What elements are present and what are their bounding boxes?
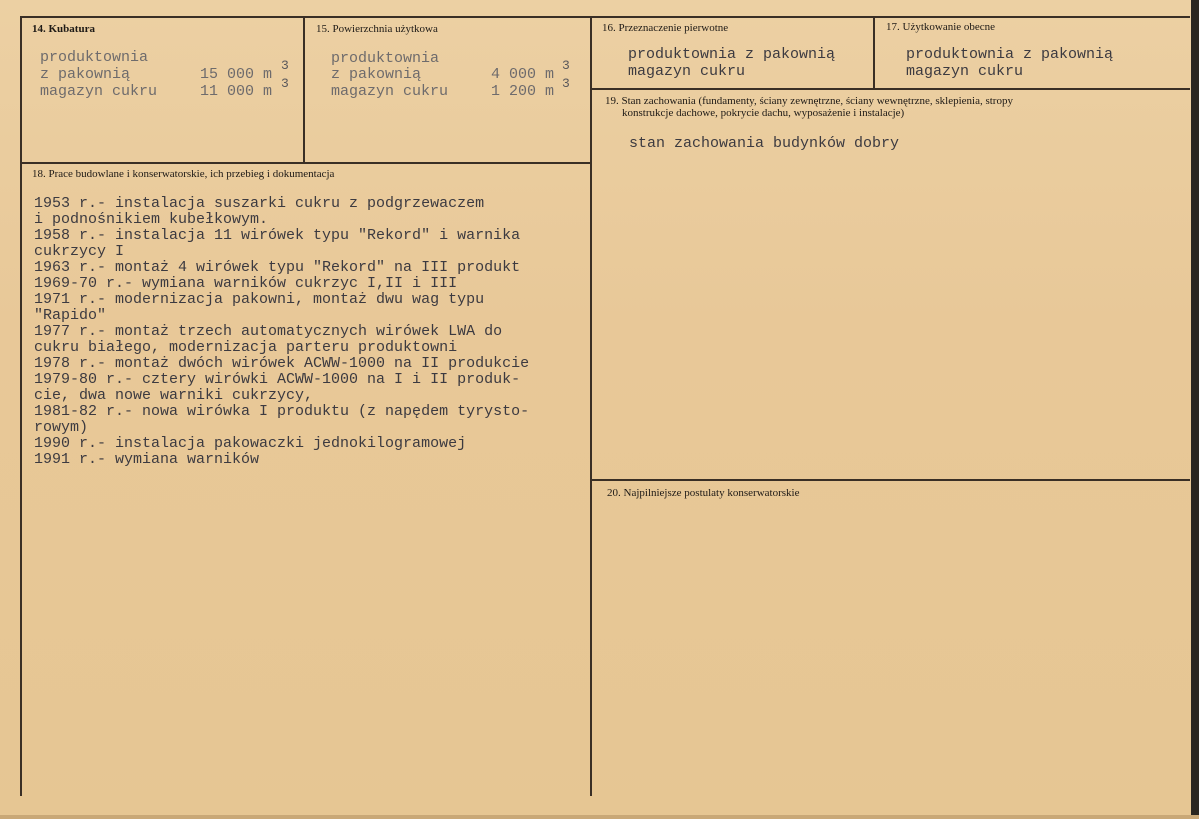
field-19-label-line-1: 19. Stan zachowania (fundamenty, ściany zewnętrzne, ściany wewnętrzne, sklepienia, stropy [605, 95, 1013, 107]
f18-line-14: 1981-82 r.- nowa wirówka I produktu (z napędem tyrysto- [34, 403, 530, 420]
f18-line-12: 1979-80 r.- cztery wirówki ACWW-1000 na I i II produk- [34, 371, 521, 388]
rule-v3 [873, 16, 875, 88]
f14-row-2-text: z pakownią [40, 66, 131, 83]
rule-left [20, 16, 22, 796]
card-bottom-edge [0, 815, 1199, 819]
f18-line-5: 1963 r.- montaż 4 wirówek typu "Rekord" na III produkt [34, 259, 521, 276]
f17-line-1: produktownia z pakownią [906, 46, 1114, 63]
f18-line-13: cie, dwa nowe warniki cukrzycy, [34, 387, 314, 404]
rule-v1 [303, 16, 305, 162]
f15-row-2-text: z pakownią [331, 66, 422, 83]
f15-exp-2: 3 [562, 76, 570, 91]
f14-exp-1: 3 [281, 58, 289, 73]
f18-line-15: rowym) [34, 419, 89, 436]
rule-h-right1 [590, 88, 1190, 90]
f15-row-2-value: 4 000 m [491, 66, 555, 83]
field-17-label: 17. Użytkowanie obecne [886, 21, 996, 33]
f18-line-10: cukru białego, modernizacja parteru produktowni [34, 339, 458, 356]
field-14-label: 14. Kubatura [32, 23, 95, 35]
rule-h-right2 [590, 479, 1190, 481]
f18-line-4: cukrzycy I [34, 243, 125, 260]
f18-line-3: 1958 r.- instalacja 11 wirówek typu "Rekord" i warnika [34, 227, 521, 244]
f17-line-2: magazyn cukru [906, 63, 1024, 80]
f18-line-6: 1969-70 r.- wymiana warników cukrzyc I,II i III [34, 275, 458, 292]
field-16-label: 16. Przeznaczenie pierwotne [602, 22, 729, 34]
rule-top [20, 16, 1190, 18]
f14-row-3-value: 11 000 m [200, 83, 273, 100]
card-edge-shadow [1191, 0, 1199, 819]
f18-line-7: 1971 r.- modernizacja pakowni, montaż dwu wag typu [34, 291, 485, 308]
f16-line-2: magazyn cukru [628, 63, 746, 80]
field-18-label: 18. Prace budowlane i konserwatorskie, ich przebieg i dokumentacja [32, 168, 335, 180]
f18-line-8: "Rapido" [34, 307, 107, 324]
f18-line-16: 1990 r.- instalacja pakowaczki jednokilogramowej [34, 435, 467, 452]
f18-line-2: i podnośnikiem kubełkowym. [34, 211, 269, 228]
f18-line-1: 1953 r.- instalacja suszarki cukru z podgrzewaczem [34, 195, 485, 212]
f18-line-17: 1991 r.- wymiana warników [34, 451, 260, 468]
f15-row-3-value: 1 200 m [491, 83, 555, 100]
f15-exp-1: 3 [562, 58, 570, 73]
field-15-label: 15. Powierzchnia użytkowa [316, 23, 438, 35]
f18-line-9: 1977 r.- montaż trzech automatycznych wirówek LWA do [34, 323, 503, 340]
f14-row-3-text: magazyn cukru [40, 83, 158, 100]
f14-row-1-text: produktownia [40, 49, 149, 66]
f19-text: stan zachowania budynków dobry [629, 135, 900, 152]
f16-line-1: produktownia z pakownią [628, 46, 836, 63]
f15-row-1-text: produktownia [331, 50, 440, 67]
f14-exp-2: 3 [281, 76, 289, 91]
field-20-label: 20. Najpilniejsze postulaty konserwatorskie [607, 487, 800, 499]
f15-row-3-text: magazyn cukru [331, 83, 449, 100]
rule-h-left [20, 162, 592, 164]
f18-line-11: 1978 r.- montaż dwóch wirówek ACWW-1000 na II produkcie [34, 355, 530, 372]
f14-row-2-value: 15 000 m [200, 66, 273, 83]
rule-v2 [590, 16, 592, 796]
field-19-label-line-2: konstrukcje dachowe, pokrycie dachu, wyposażenie i instalacje) [622, 107, 905, 119]
